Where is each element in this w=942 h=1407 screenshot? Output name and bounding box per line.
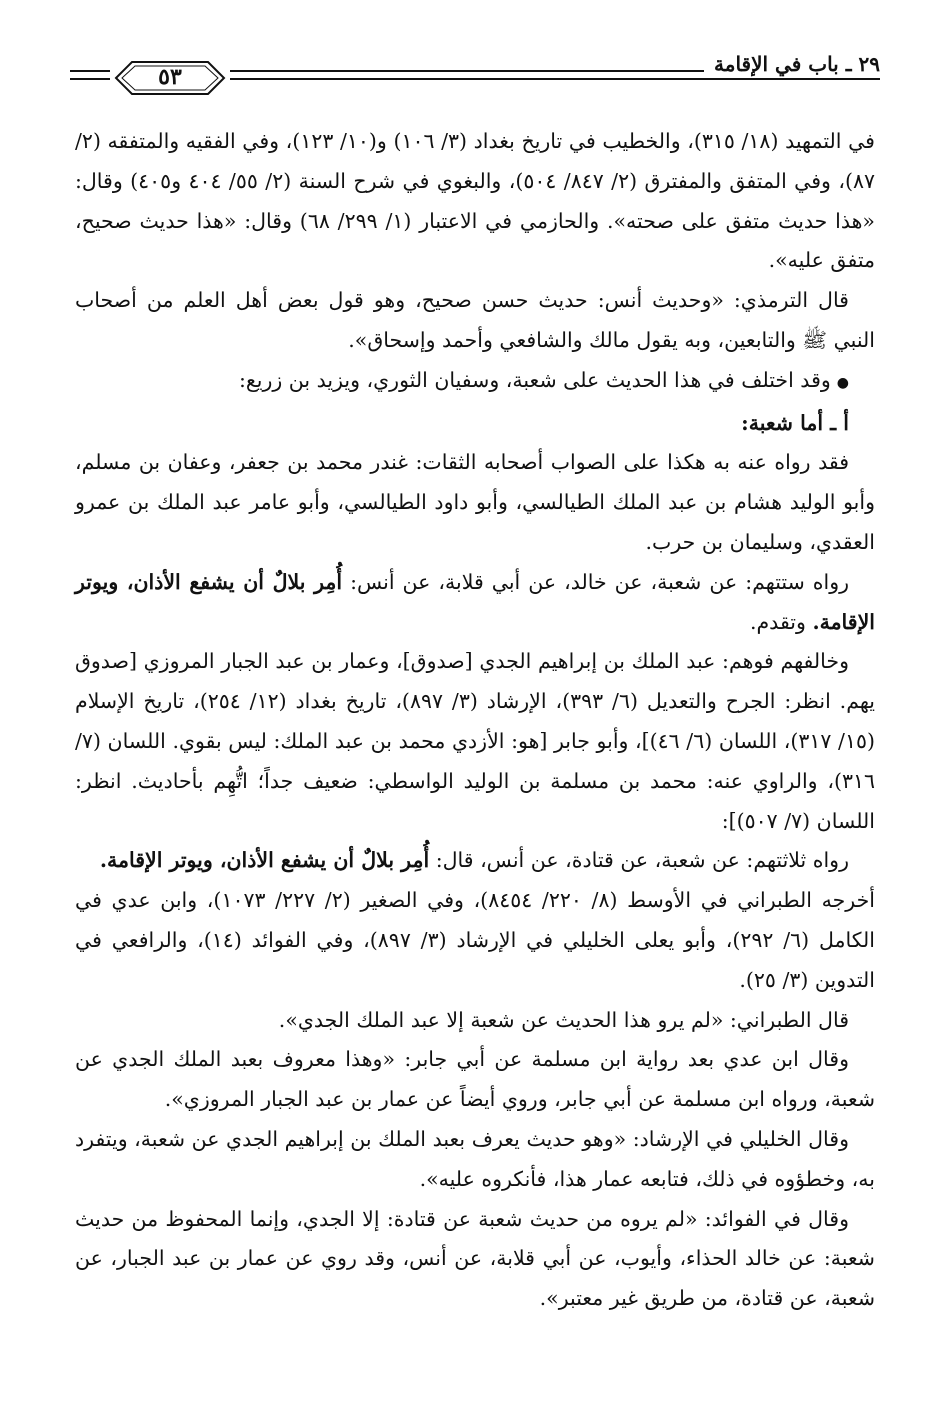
chapter-title: ٢٩ ـ باب في الإقامة — [704, 52, 880, 76]
hadith-text-1: أُمِر بلالٌ أن يشفع الأذان، ويوتر الإقامة. — [75, 569, 875, 634]
paragraph-8: أخرجه الطبراني في الأوسط (٨/ ٢٢٠/ ٨٤٥٤)، وفي الصغير (٢/ ٢٢٧/ ١٠٧٣)، وابن عدي في الكامل (٦/ ٢٩٢)، وأبو يعلى الخليلي في الإرشاد (٣/ ٨٩٧)، وفي الفوائد (١٤)، والرافعي في التدوين (٣/ ٢٥). — [75, 888, 875, 992]
paragraph-3-text: وقد اختلف في هذا الحديث على شعبة، وسفيان الثوري، ويزيد بن زريع: — [238, 367, 831, 392]
paragraph-7 — [75, 841, 875, 881]
paragraph-12: وقال في الفوائد: «لم يروه من حديث شعبة عن قتادة: إلا الجدي، وإنما المحفوظ من حديث شعبة: عن خالد الحذاء، وأيوب، عن أبي قلابة، عن أنس، وقد روي عن عمار بن عبد الجبار، عن شعبة، عن قتادة، من طريق غير معتبر». — [75, 1206, 875, 1311]
paragraph-2: قال الترمذي: «وحديث أنس: حديث حسن صحيح، وهو قول بعض أهل العلم من أصحاب النبي ﷺ والتابعين، وبه يقول مالك والشافعي وأحمد وإسحاق». — [75, 288, 875, 352]
page-number-frame — [110, 56, 230, 100]
main-text — [75, 122, 875, 1319]
paragraph-6: وخالفهم فوهم: عبد الملك بن إبراهيم الجدي [صدوق]، وعمار بن عبد الجبار المروزي [صدوق يهم. انظر: الجرح والتعديل (٦/ ٣٩٣)، الإرشاد (٣/ ٨٩٧)، تاريخ بغداد (١٢/ ٢٥٤)، تاريخ الإسلام (١٥/ ٣١٧)، اللسان (٦/ ٤٦)]، وأبو جابر [هو: الأزدي محمد بن عبد الملك: ليس بقوي. اللسان (٧/ ٣١٦)، والراوي عنه: محمد بن مسلمة بن الوليد الواسطي: ضعيف جداً؛ اتُّهِم بأحاديث. انظر: اللسان (٧/ ٥٠٧)]: — [75, 649, 875, 833]
paragraph-10: وقال ابن عدي بعد رواية ابن مسلمة عن أبي جابر: «وهذا معروف بعبد الملك الجدي عن شعبة، ورواه ابن مسلمة عن أبي جابر، وروي أيضاً عن عمار بن عبد الجبار المروزي». — [75, 1047, 875, 1112]
paragraph-5 — [75, 563, 875, 643]
bullet-icon: ● — [836, 374, 849, 391]
paragraph-7-intro: رواه ثلاثتهم: عن شعبة، عن قتادة، عن أنس، قال: — [435, 848, 849, 873]
paragraph-5-end: وتقدم. — [749, 609, 806, 634]
subheading-a: أ ـ أما شعبة: — [741, 410, 849, 435]
hadith-text-2: أُمِر بلالٌ أن يشفع الأذان، ويوتر الإقامة. — [99, 848, 430, 873]
paragraph-5-intro: رواه ستتهم: عن شعبة، عن خالد، عن أبي قلابة، عن أنس: — [350, 569, 849, 594]
paragraph-4: فقد رواه عنه به هكذا على الصواب أصحابه الثقات: غندر محمد بن جعفر، وعفان بن مسلم، وأبو الوليد هشام بن عبد الملك الطيالسي، وأبو داود الطيالسي، وأبو عامر عبد الملك بن عمرو العقدي، وسليمان بن حرب. — [75, 450, 875, 554]
paragraph-9: قال الطبراني: «لم يرو هذا الحديث عن شعبة إلا عبد الملك الجدي». — [278, 1007, 849, 1032]
page-number: ٥٣ — [158, 64, 182, 90]
page-header — [70, 40, 880, 110]
paragraph-1: في التمهيد (١٨/ ٣١٥)، والخطيب في تاريخ بغداد (٣/ ١٠٦) و(١٠/ ١٢٣)، وفي الفقيه والمتفقه (٢/ ٨٧)، وفي المتفق والمفترق (٢/ ٨٤٧/ ٥٠٤)، والبغوي في شرح السنة (٢/ ٥٥/ ٤٠٤ و٤٠٥) وقال: «هذا حديث متفق على صحته». والحازمي في الاعتبار (١/ ٢٩٩/ ٦٨) وقال: «هذا حديث صحيح، متفق عليه». — [75, 129, 875, 273]
paragraph-3 — [75, 361, 875, 404]
paragraph-11: وقال الخليلي في الإرشاد: «وهو حديث يعرف بعبد الملك بن إبراهيم الجدي عن شعبة، ويتفرد به، وخطؤوه في ذلك، فتابعه عمار هذا، فأنكروه عليه». — [75, 1126, 875, 1191]
